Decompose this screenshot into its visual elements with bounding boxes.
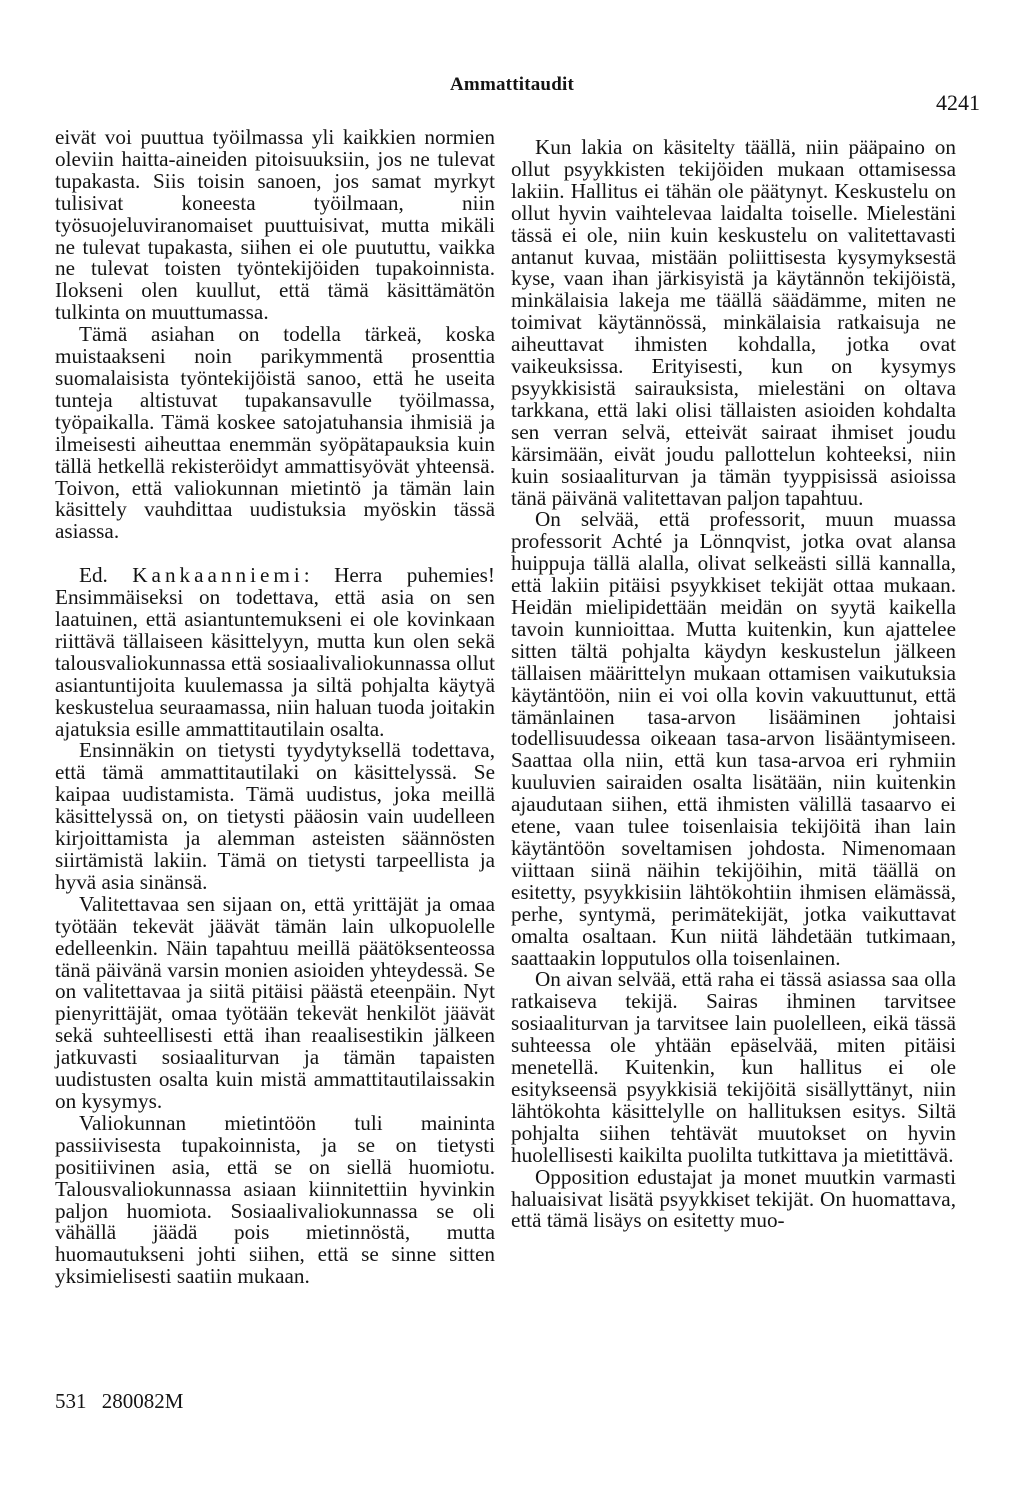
left-column [55,127,495,1288]
paragraph: On aivan selvää, että raha ei tässä asiassa saa olla ratkaiseva tekijä. Sairas ihminen tarvitsee sosiaaliturvan ja tarvitsee lain puolelleen, eikä tässä suhteessa ole yhtään epäselvää, miten pitäisi menetellä. Kuitenkin, kun hallitus ei ole esitykseensä psyykkisiä tekijöitä sisällyttänyt, niin lähtökohta käsittelylle on hallituksen esitys. Siltä pohjalta siihen tehtävät muutokset on hyvin huolellisesti kaikilta puolilta tutkittava ja mietittävä. [511,967,956,1167]
speaker-paragraph [55,565,495,740]
print-number: 531 [55,1389,87,1413]
running-head-title: Ammattitaudit [450,74,574,95]
paragraph: Ensinnäkin on tietysti tyydytyksellä todettava, että tämä ammattitautilaki on käsittelyssä. Se kaipaa uudistamista. Tämä uudistus, joka meillä käsittelyssä on, on tietysti pääosin vain uudelleen kirjoittamista ja alemman asteisten säännösten siirtämistä lakiin. Tämä on tietysti tarpeellista ja hyvä asia sinänsä. [55,738,495,894]
paragraph: Tämä asiahan on todella tärkeä, koska muistaakseni noin parikymmentä prosenttia suomalaisista työntekijöistä sanoo, että he useita tunteja altistuvat tupakansavulle työilmassa, työpaikalla. Tämä koskee satojatuhansia ihmisiä ja ilmeisesti aiheuttaa enemmän syöpätapauksia kuin tällä hetkellä rekisteröidyt ammattisyövät yhteensä. Toivon, että valiokunnan mietintö ja tämän lain käsittely vauhdittaa uudistuksia myöskin tässä asiassa. [55,322,495,544]
paragraph: Valiokunnan mietintöön tuli maininta passiivisesta tupakoinnista, ja se on tietysti positiivinen asia, että se on siellä huomiotu. Talousvaliokunnassa asiaan kiinnitettiin hyvinkin paljon huomiota. Sosiaalivaliokunnassa se oli vähällä jäädä pois mietinnöstä, mutta huomautukseni johti siihen, että se sinne sitten yksimielisesti saatiin mukaan. [55,1110,495,1289]
print-footer [55,1389,183,1414]
right-column [511,137,956,1232]
speaker-name: Kankaanniemi [132,563,304,588]
paragraph: Kun lakia on käsitelty täällä, niin pääpaino on ollut psyykkisten tekijöiden mukaan ottamisessa lakiin. Hallitus ei tähän ole päätynyt. Keskustelu on ollut hyvin vaihtelevaa laidalta toiselle. Mielestäni tässä ei ole, niin kuin keskustelu on valitettavasti antanut kuvaa, mistään poliittisesta kysymyksestä kyse, vaan ihan järkisyistä ja käytännön tekijöistä, minkälaisia lakeja me täällä säädämme, miten ne toimivat käytännössä, minkälaisia ratkaisuja ne aiheuttavat ihmisten kohdalla, jotka ovat vaikeuksissa. Erityisesti, kun on kysymys psyykkisistä sairauksista, mielestäni on oltava tarkkana, että laki olisi tällaisten asioiden kohdalta sen verran selvä, etteivät sairaat ihmiset joudu kärsimään, eivät joudu pallottelun kohteeksi, niin kuin sosiaaliturvan ja tämän tyyppisissä asioissa tänä päivänä valitettavan paljon tapahtuu. [511,135,956,510]
paragraph: On selvää, että professorit, muun muassa professorit Achté ja Lönnqvist, jotka ovat alansa huippuja tällä alalla, olivat selkeästi sillä kannalla, että lakiin pitäisi psyykkiset tekijät ottaa mukaan. Heidän mielipidettään meidän on syytä kaikella tavoin kunnioittaa. Mutta kuitenkin, kun ajattelee sitten tältä pohjalta käydyn keskustelun jälkeen tällaisen määrittelyn mukaan ottamisen vaikutuksia käytäntöön, niin ei voi olla kovin vakuuttunut, että tämänlainen tasa-arvon lisääminen johtaisi todellisuudessa oikeaan tasa-arvon lisääntymiseen. Saattaa olla niin, että kun tasa-arvoa eri ryhmiin kuuluvien sairaiden osalta lisätään, niin kuitenkin ajaudutaan siihen, että ihmisten välillä tasaarvo ei etene, vaan tulee toisenlaisia tekijöitä ihan lain käytäntöön soveltamisen johdosta. Nimenomaan viittaan siinä näihin tekijöihin, mitä täällä on esitetty, psyykkisiin lähtökohtiin ihmisen elämässä, perhe, syntymä, perimätekijät, jotka vaikuttavat omalta osaltaan. Kun niitä lähdetään tutkimaan, saattaakin lopputulos olla toisenlainen. [511,507,956,970]
paragraph: Valitettavaa sen sijaan on, että yrittäjät ja omaa työtään tekevät jäävät tämän lain ulkopuolelle edelleenkin. Näin tapahtuu meillä päätöksenteossa tänä päivänä varsin monien asioiden yhteydessä. Se on valitettavaa ja siitä pitäisi päästä eteenpäin. Nyt pienyrittäjät, omaa työtään tekevät henkilöt jäävät sekä suhteellisesti että ihan reaalisestikin jälkeen jatkuvasti sosiaaliturvan ja tämän tapaisten uudistusten osalta kuin mistä ammattitautilaissakin on kysymys. [55,891,495,1113]
page-number: 4241 [936,90,980,115]
print-code: 280082M [101,1389,184,1413]
paragraph: Opposition edustajat ja monet muutkin varmasti haluaisivat lisätä psyykkiset tekijät. On huomattava, että tämä lisäys on esitetty muo- [511,1164,956,1233]
speaker-prefix: Ed. [79,563,133,588]
paragraph: eivät voi puuttua työilmassa yli kaikkien normien oleviin haitta-aineiden pitoisuuksiin, jos ne tulevat tupakasta. Siis toisin sanoen, jos samat myrkyt tulisivat koneesta työilmaan, niin työsuojeluviranomaiset puuttuisivat, mutta mikäli ne tulevat tupakasta, siihen ei ole puututtu, vaikka ne tulevat toisten työntekijöiden tupakoinnista. Ilokseni olen kuullut, että tämä käsittämätön tulkinta on muuttumassa. [55,125,495,325]
speech-text: : Herra puhemies! Ensimmäiseksi on todettava, että asia on sen laatuinen, että asiantuntemukseni ei ole kovinkaan riittävä tällaiseen käsittelyyn, mutta kun olen sekä talousvaliokunnassa että sosiaalivaliokunnassa ollut asiantuntijoita kuulemassa ja siltä pohjalta käytyä keskustelua seuraamassa, niin haluan tuoda joitakin ajatuksia esille ammattitautilain osalta. [55,563,495,741]
